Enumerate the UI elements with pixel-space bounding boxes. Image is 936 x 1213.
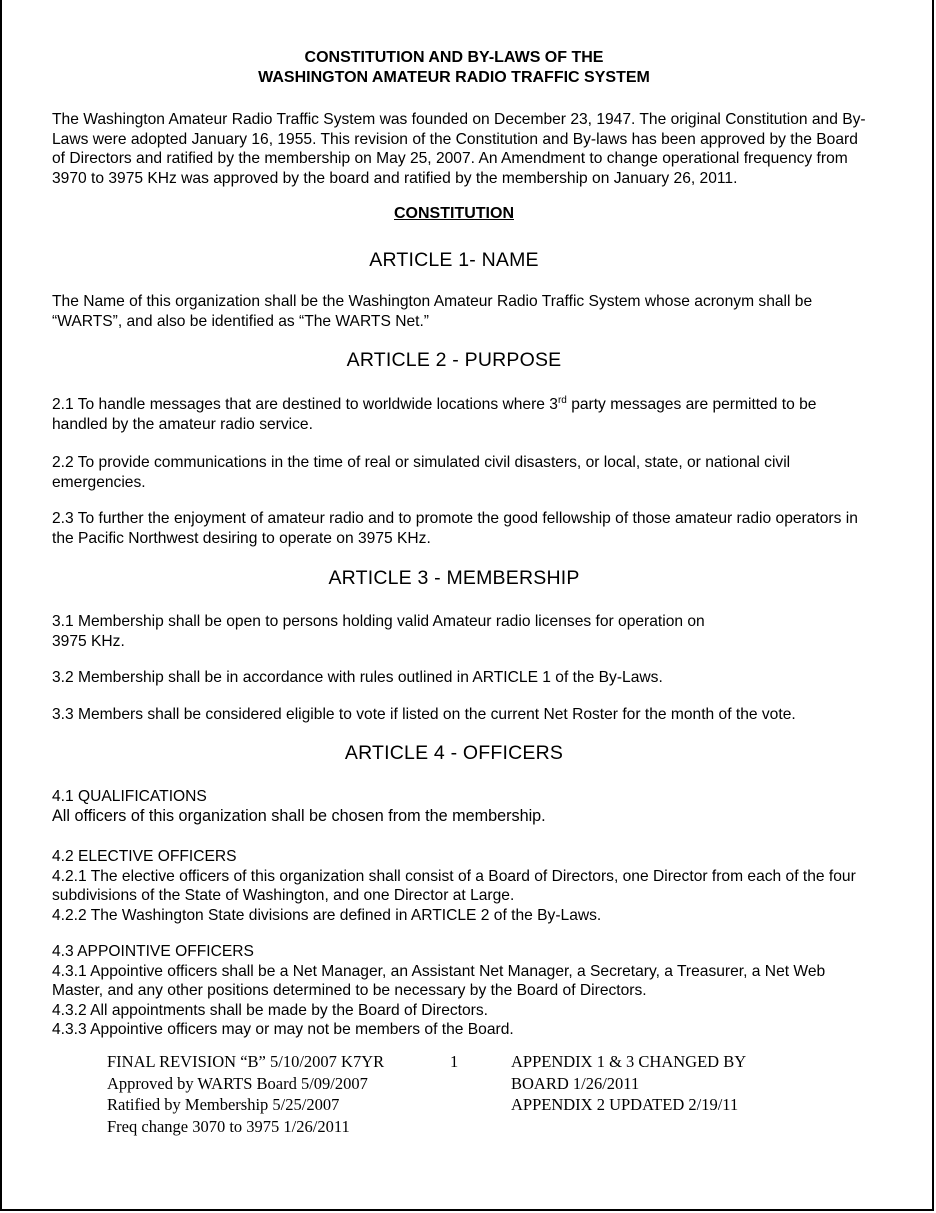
title-line-1: CONSTITUTION AND BY-LAWS OF THE: [304, 49, 604, 66]
footer-revision: FINAL REVISION “B” 5/10/2007 K7YR: [107, 1052, 385, 1071]
section-4-2-1: 4.2.1 The elective officers of this organization shall consist of a Board of Directors, one Director from each of the four subdivisions of the State of Washington, and one Director at Large.: [52, 867, 856, 904]
article-3-p1-line-1: 3.1 Membership shall be open to persons holding valid Amateur radio licenses for operation on: [52, 613, 705, 630]
section-4-1-text: All officers of this organization shall be chosen from the membership.: [52, 806, 546, 825]
footer-ratified: Ratified by Membership 5/25/2007: [107, 1095, 340, 1114]
article-4-heading: ARTICLE 4 - OFFICERS: [344, 742, 564, 764]
article-2-heading: ARTICLE 2 - PURPOSE: [346, 349, 562, 371]
footer-freq-change: Freq change 3070 to 3975 1/26/2011: [107, 1116, 350, 1136]
footer-right: [511, 1051, 746, 1116]
section-4-2-2: 4.2.2 The Washington State divisions are defined in ARTICLE 2 of the By-Laws.: [52, 906, 602, 924]
article-3-heading: ARTICLE 3 - MEMBERSHIP: [328, 567, 580, 589]
section-4-3-label: 4.3 APPOINTIVE OFFICERS: [52, 943, 254, 960]
section-4-2-label: 4.2 ELECTIVE OFFICERS: [52, 848, 237, 865]
section-4-3-2: 4.3.2 All appointments shall be made by the Board of Directors.: [52, 1001, 489, 1019]
article-1-text: The Name of this organization shall be the Washington Amateur Radio Traffic System whose acronym shall be “WARTS”, and also be identified as “The WARTS Net.”: [52, 293, 813, 330]
ordinal-superscript: rd: [557, 395, 567, 406]
footer-approved: Approved by WARTS Board 5/09/2007: [107, 1073, 368, 1093]
section-4-3-1: 4.3.1 Appointive officers shall be a Net Manager, an Assistant Net Manager, a Secretary, a Treasurer, a Net Web Master, and any other positions determined to be necessary by the Board of Directors.: [52, 962, 826, 999]
footer-left: [107, 1051, 384, 1137]
title-line-2: WASHINGTON AMATEUR RADIO TRAFFIC SYSTEM: [258, 69, 650, 86]
footer-appendix-2: APPENDIX 2 UPDATED 2/19/11: [511, 1095, 739, 1114]
section-4-2: [52, 847, 872, 925]
article-2-p1-end: party messages are permitted to be handled by the amateur radio service.: [52, 396, 817, 433]
article-2-p1-start: 2.1 To handle messages that are destined to worldwide locations where 3: [52, 396, 558, 413]
section-4-3: [52, 942, 872, 1040]
article-1-heading: ARTICLE 1- NAME: [369, 249, 539, 271]
document-title: [2, 48, 906, 88]
article-3-p1-line-2: 3975 KHz.: [52, 632, 125, 650]
section-4-3-3: 4.3.3 Appointive officers may or may not be members of the Board.: [52, 1021, 514, 1038]
article-2-paragraph-3: 2.3 To further the enjoyment of amateur radio and to promote the good fellowship of those amateur radio operators in the Pacific Northwest desiring to operate on 3975 KHz.: [52, 510, 858, 547]
constitution-heading: CONSTITUTION: [394, 205, 514, 222]
article-2-paragraph-2: 2.2 To provide communications in the time of real or simulated civil disasters, or local, state, or national civil emergencies.: [52, 454, 791, 491]
footer-appendix-1-3: APPENDIX 1 & 3 CHANGED BY: [511, 1052, 747, 1071]
page-number: 1: [450, 1052, 459, 1071]
intro-paragraph: The Washington Amateur Radio Traffic System was founded on December 23, 1947. The original Constitution and By-Laws were adopted January 16, 1955. This revision of the Constitution and By-laws has been approved by the Board of Directors and ratified by the membership on May 25, 2007. An Amendment to change operational frequency from 3970 to 3975 KHz was approved by the board and ratified by the membership on January 26, 2011.: [52, 111, 866, 187]
section-4-1-label: 4.1 QUALIFICATIONS: [52, 788, 207, 805]
article-3-paragraph-3: 3.3 Members shall be considered eligible to vote if listed on the current Net Roster for the month of the vote.: [52, 706, 796, 723]
section-4-1: [52, 787, 872, 826]
footer-board-date: BOARD 1/26/2011: [511, 1073, 640, 1093]
article-3-paragraph-1: [52, 612, 872, 651]
article-2-paragraph-1: [52, 395, 872, 434]
article-3-paragraph-2: 3.2 Membership shall be in accordance with rules outlined in ARTICLE 1 of the By-Laws.: [52, 669, 663, 686]
